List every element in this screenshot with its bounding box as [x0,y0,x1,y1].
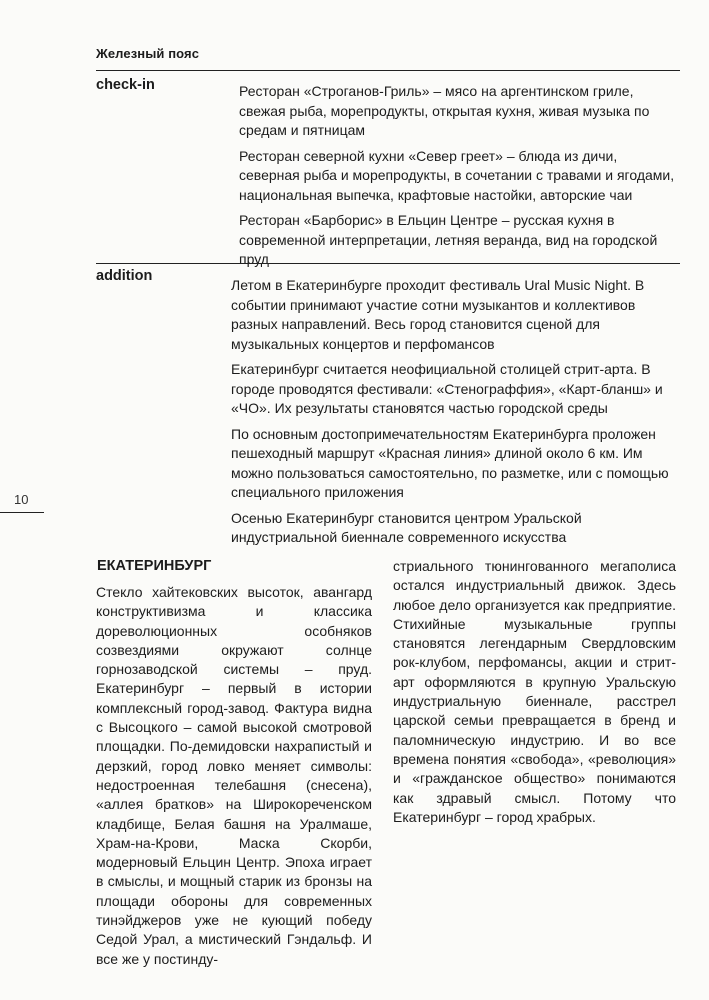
page-number: 10 [14,492,29,507]
running-head: Железный пояс [96,46,200,61]
check-in-item: Ресторан северной кухни «Север греет» – блюда из дичи, северная рыба и морепродукты, в сочетании с травами и ягодами, национальная выпечка, крафтовые настойки, авторские чаи [239,147,675,203]
addition-item: Летом в Екатеринбурге проходит фестиваль Ural Music Night. В событии принимают участие сотни музыкантов и коллективов разных направлений. Весь город становится сценой для музыкальных концертов и перфомансов [231,277,645,352]
section-rule [96,263,680,264]
addition-item: По основным достопримечательностям Екатеринбурга проложен пешеходный маршрут «Красная линия» длиной около 6 км. Им можно пользоваться самостоятельно, по разметке, или с помощью специального приложения [231,425,669,500]
addition-item: Екатеринбург считается неофициальной столицей стрит-арта. В городе проводятся фестивали: «Стенограффия», «Карт-бланш» и «ЧО». Их результаты становятся частью городской среды [231,361,663,416]
addition-label: addition [96,268,153,284]
check-in-label: check-in [96,77,155,93]
addition-item: Осенью Екатеринбург становится центром Уральской индустриальной биеннале современного искусства [231,509,582,545]
check-in-item: Ресторан «Строганов-Гриль» – мясо на аргентинском гриле, свежая рыба, морепродукты, открытая кухня, живая музыка по средам и пятницам [239,83,650,138]
article-title: ЕКАТЕРИНБУРГ [97,558,212,574]
article-column-right: стриального тюнингованного мегаполиса остался индустриальный движок. Здесь любое дело организуется как предприятие. Стихийные музыкальные группы становятся легендарным Свердловским рок-клубом, перфомансы, акции и стрит-арт оформляются в крупную Уральскую индустриальную биеннале, расстрел царской семьи превращается в бренд и паломническую индустрию. И во все времена понятия «свобода», «революция» и «гражданское общество» понимаются как здравый смысл. Потому что Екатеринбург – город храбрых. [393,558,676,825]
page-number-rule [0,512,44,513]
check-in-item: Ресторан «Барборис» в Ельцин Центре – русская кухня в современной интерпретации, летняя веранда, вид на городской пруд [239,212,658,267]
check-in-list [239,82,679,276]
article-column-left: Стекло хайтековских высоток, авангард конструктивизма и классика дореволюционных особняков созвездиями окружают солнце горнозаводской системы – пруд. Екатеринбург – первый в истории комплексный город-завод. Фактура видна с Высоцкого – самой высокой смотровой площадки. По-демидовски нахрапистый и дерзкий, город ловко меняет символы: недостроенная телебашня (снесена), «аллея братков» на Широкореченском кладбище, Белая башня на Уралмаше, Храм-на-Крови, Маска Скорби, модерновый Ельцин Центр. Эпоха играет в смыслы, и мощный старик из бронзы на площади обороны для современных тинэйджеров уже не кующий победу Седой Урал, а мистический Гэндальф. И все же у постинду- [96,584,372,967]
header-rule [96,70,680,71]
addition-list [231,276,677,554]
